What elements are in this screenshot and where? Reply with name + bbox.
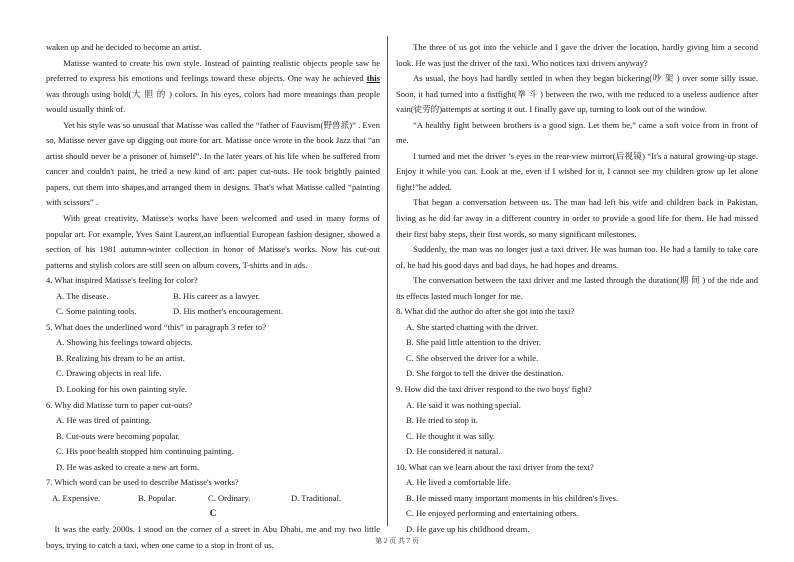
option-d: D. He gave up his childhood dream. (406, 523, 530, 534)
option-d: D. He was asked to create a new art form. (56, 461, 200, 472)
paragraph: The conversation between the taxi driver and me lasted through the duration(期 间 ) of the ride and its effects lasted much longer for me. (396, 275, 758, 301)
option-d: D. Traditional. (291, 492, 342, 503)
option-a: A. He lived a comfortable life. (406, 477, 511, 488)
option-b: B. Popular. (138, 492, 177, 503)
option-b: B. He tried to stop it. (406, 415, 478, 426)
question-9: 9. How did the taxi driver respond to the two boys' fight? (396, 384, 592, 395)
option-d: D. He considered it natural. (406, 446, 501, 457)
section-heading: C (209, 508, 217, 519)
question-7: 7. Which word can be used to describe Matisse's works? (46, 477, 239, 488)
option-c: C. He thought it was silly. (406, 430, 495, 441)
paragraph: “A healthy fight between brothers is a good sign. Let them be,” came a soft voice from in front of me. (396, 119, 758, 146)
underlined-word-this: this (366, 73, 380, 84)
option-b: B. He missed many important moments in his children's lives. (406, 492, 619, 503)
option-a: A. He said it was nothing special. (406, 399, 521, 410)
paragraph: I turned and met the driver ’s eyes in the rear-view mirror(后视镜) “It's a natural growing-up stage. Enjoy it while you can. Look at me, even if I wished for it, I cannot see my children grow up let alone fight!”he added. (396, 150, 758, 192)
option-a: A. Expensive. (52, 492, 101, 503)
paragraph: As usual, the boys had hardly settled in when they began bickering(吵 架 ) over some silly issue. Soon, it had turned into a fistfight(拳 斗 ) between the two, with me reduced to a useless audience after vain(徒劳的)attempts at sorting it out. I finally gave up, turning to look out of the window. (396, 73, 758, 115)
page-number-footer: 第 2 页 共 7 页 (375, 537, 419, 545)
text-run: was through using bold(大 胆 的 ) colors. In his eyes, colors had more meanings than people would usually think of. (46, 88, 380, 115)
paragraph: With great creativity, Matisse's works have been welcomed and used in many forms of popular art. For example, Yves Saint Laurent,an influential European fashion designer, showed a section of his 1981 autumn-winter collection in honor of Matisse's works. Now his cut-out patterns and stylish colors are still seen on album covers, T-shirts and in ads. (46, 213, 380, 270)
column-divider (387, 36, 388, 526)
option-b: B. His career as a lawyer. (173, 290, 261, 301)
option-c: C. She observed the driver for a while. (406, 352, 539, 363)
option-c: C. He enjoyed performing and entertaining others. (406, 508, 579, 519)
text-run: Matisse wanted to create his own style. Instead of painting realistic objects people saw he preferred to express his emotions and feelings toward these objects. One way he achieved (46, 57, 380, 84)
option-d: D. His mother's encouragement. (173, 306, 284, 317)
paragraph: The three of us got into the vehicle and I gave the driver the location, hardly giving him a second look. He was just the driver of the taxi. Who notices taxi drivers anyway? (396, 42, 758, 68)
question-4-options (46, 304, 380, 320)
option-b: B. Realizing his dream to be an artist. (56, 352, 185, 363)
question-10: 10. What can we learn about the taxi driver from the text? (396, 461, 594, 472)
right-column (396, 40, 758, 538)
left-column (46, 40, 380, 553)
paragraph (46, 56, 380, 118)
paragraph: waken up and he decided to become an artist. (46, 42, 202, 52)
option-a: A. He was tired of painting. (56, 415, 152, 426)
option-d: D. Looking for his own painting style. (56, 384, 188, 395)
option-a: A. Showing his feelings toward objects. (56, 337, 193, 348)
paragraph: That began a conversation between us. The man had left his wife and children back in Pakistan, living as he did far away in a different country in order to provide a good life for them. He had missed their first baby steps, their first words, so many significant milestones. (396, 197, 758, 239)
option-c: C. Drawing objects in real life. (56, 368, 162, 379)
option-d: D. She forgot to tell the driver the destination. (406, 368, 564, 379)
option-c: C. His poor health stopped him continuing painting. (56, 446, 234, 457)
option-a: A. The disease. (56, 290, 109, 301)
paragraph: Suddenly, the man was no longer just a taxi driver. He was human too. He had a family to take care of, he had his good days and bad days, he had hopes and dreams. (396, 244, 758, 270)
question-5: 5. What does the underlined word “this” in paragraph 3 refer to? (46, 321, 267, 332)
option-a: A. She started chatting with the driver. (406, 321, 538, 332)
question-4: 4. What inspired Matisse's feeling for color? (46, 275, 198, 286)
paragraph: It was the early 2000s. I stood on the corner of a street in Abu Dhabi, me and my two little boys, trying to catch a taxi, when one came to a stop in front of us. (46, 523, 380, 550)
question-4-options (46, 289, 380, 305)
option-b: B. She paid little attention to the driver. (406, 337, 542, 348)
question-7-options (46, 491, 380, 507)
question-6: 6. Why did Matisse turn to paper cut-outs? (46, 399, 193, 410)
option-b: B. Cut-outs were becoming popular. (56, 430, 180, 441)
question-8: 8. What did the author do after she got into the taxi? (396, 306, 575, 317)
option-c: C. Some painting tools. (56, 306, 137, 317)
option-c: C. Ordinary. (208, 492, 251, 503)
paragraph: Yet his style was so unusual that Matisse was called the “father of Fauvism(野兽派)” . Even so, Matisse never gave up digging out more for art. Matisse once wrote in the book Jazz that “an artist should never be a prisoner of himself”. In the later years of his life when he suffered from cancer and couldn't paint, he tried a new kind of art: paper cut-outs. He took brightly painted papers, cut them into shapes,and arranged them in designs. That's what Matisse called “painting with scissors” . (46, 119, 380, 208)
